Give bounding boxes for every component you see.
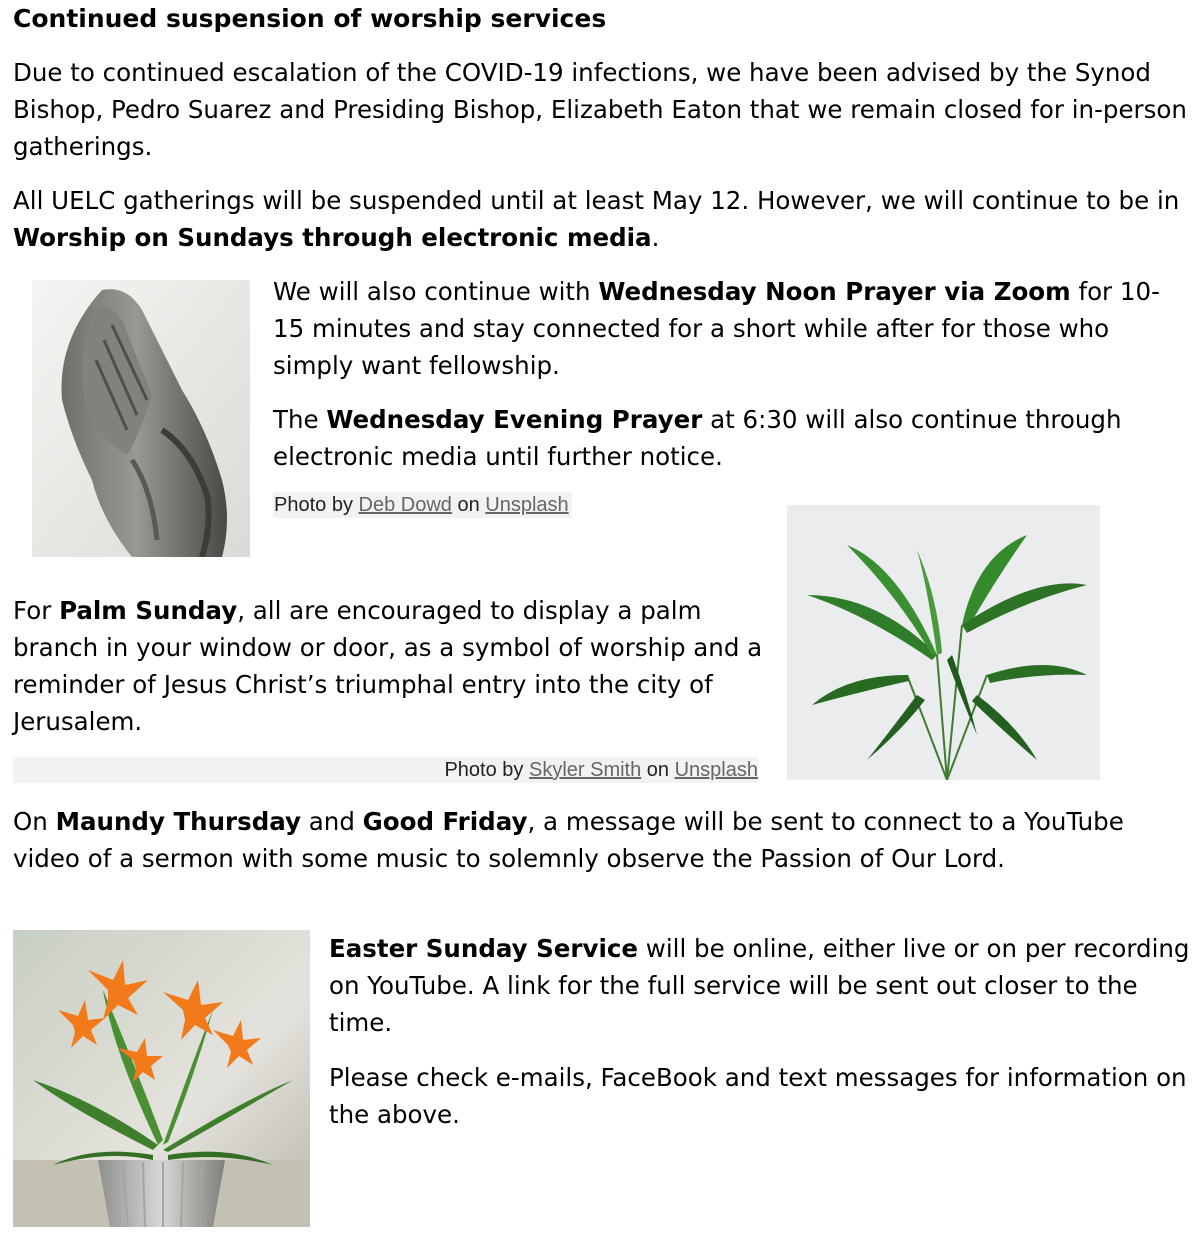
check-messages-paragraph: Please check e-mails, FaceBook and text messages for information on the above.	[329, 1063, 1187, 1129]
palm-plant-photo	[787, 505, 1100, 780]
praying-hands-photo	[32, 280, 250, 557]
unsplash-link-2[interactable]: Unsplash	[674, 759, 758, 781]
noon-prayer-paragraph: We will also continue with Wednesday Noon Prayer via Zoom for 10-15 minutes and stay connected for a short while after for those who simply want fellowship.	[273, 277, 1160, 380]
palm-sunday-paragraph: For Palm Sunday, all are encouraged to display a palm branch in your window or door, as a symbol of worship and a reminder of Jesus Christ’s triumphal entry into the city of Jerusalem.	[13, 596, 763, 736]
gatherings-paragraph: All UELC gatherings will be suspended until at least May 12. However, we will continue to be in Worship on Sundays through electronic media.	[13, 186, 1180, 252]
intro-paragraph: Due to continued escalation of the COVID-19 infections, we have been advised by the Synod Bishop, Pedro Suarez and Presiding Bishop, Elizabeth Eaton that we remain closed for in-person gatherings.	[13, 58, 1187, 161]
author-link-deb-dowd[interactable]: Deb Dowd	[358, 494, 452, 516]
easter-paragraph: Easter Sunday Service will be online, either live or on per recording on YouTube. A link for the full service will be sent out closer to the time.	[329, 934, 1190, 1037]
lily-plant-photo	[13, 930, 310, 1227]
unsplash-link-1[interactable]: Unsplash	[485, 494, 569, 516]
photo-credit-1: Photo by Deb Dowd on Unsplash	[273, 492, 572, 518]
author-link-skyler-smith[interactable]: Skyler Smith	[528, 759, 642, 781]
holy-week-paragraph: On Maundy Thursday and Good Friday, a message will be sent to connect to a YouTube video of a sermon with some music to solemnly observe the Passion of Our Lord.	[13, 807, 1124, 873]
page-title: Continued suspension of worship services	[13, 4, 607, 33]
evening-prayer-paragraph: The Wednesday Evening Prayer at 6:30 will also continue through electronic media until further notice.	[273, 405, 1122, 471]
photo-credit-2: Photo by Skyler Smith on Unsplash	[13, 757, 758, 783]
